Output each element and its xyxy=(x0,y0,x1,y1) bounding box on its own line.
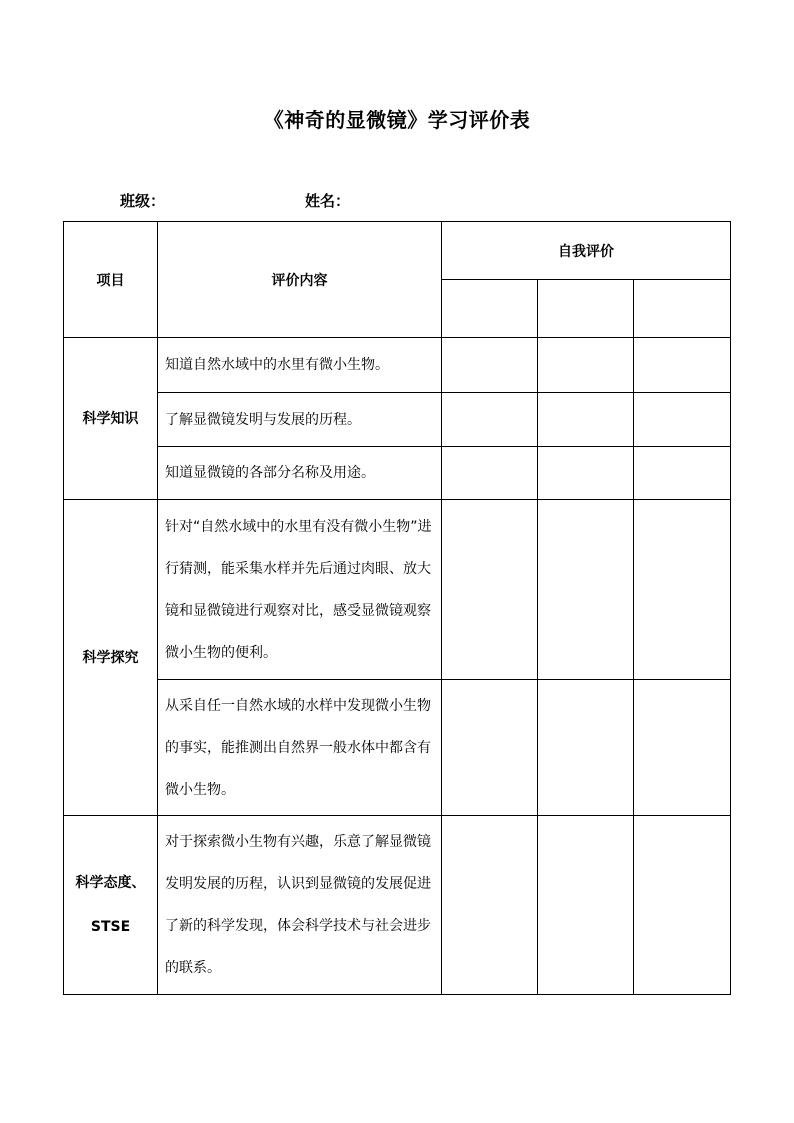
self-eval-cell[interactable] xyxy=(442,280,538,338)
category-knowledge: 科学知识 xyxy=(64,338,158,500)
self-eval-cell[interactable] xyxy=(634,393,731,447)
self-eval-cell[interactable] xyxy=(538,447,634,500)
class-label: 班级： xyxy=(120,192,166,210)
evaluation-content: 了解显微镜发明与发展的历程。 xyxy=(158,393,442,447)
category-attitude-line1: 科学态度、 xyxy=(75,875,146,891)
header-content: 评价内容 xyxy=(158,222,442,338)
evaluation-content: 知道自然水域中的水里有微小生物。 xyxy=(158,338,442,393)
self-eval-cell[interactable] xyxy=(442,447,538,500)
self-eval-cell[interactable] xyxy=(538,338,634,393)
evaluation-content: 从采自任一自然水域的水样中发现微小生物的事实，能推测出自然界一般水体中都含有微小生物。 xyxy=(158,680,442,816)
evaluation-content: 对于探索微小生物有兴趣，乐意了解显微镜发明发展的历程，认识到显微镜的发展促进了新的科学发现，体会科学技术与社会进步的联系。 xyxy=(158,816,442,995)
self-eval-cell[interactable] xyxy=(538,280,634,338)
self-eval-cell[interactable] xyxy=(538,816,634,995)
self-eval-cell[interactable] xyxy=(634,680,731,816)
self-eval-cell[interactable] xyxy=(538,680,634,816)
self-eval-cell[interactable] xyxy=(634,500,731,680)
self-eval-cell[interactable] xyxy=(442,500,538,680)
self-eval-cell[interactable] xyxy=(442,816,538,995)
self-eval-cell[interactable] xyxy=(538,500,634,680)
self-eval-cell[interactable] xyxy=(634,816,731,995)
self-eval-cell[interactable] xyxy=(634,338,731,393)
category-inquiry: 科学探究 xyxy=(64,500,158,816)
self-eval-cell[interactable] xyxy=(634,280,731,338)
evaluation-table xyxy=(63,221,731,995)
self-eval-cell[interactable] xyxy=(442,338,538,393)
evaluation-content: 知道显微镜的各部分名称及用途。 xyxy=(158,447,442,500)
self-eval-cell[interactable] xyxy=(442,393,538,447)
self-eval-cell[interactable] xyxy=(538,393,634,447)
category-attitude-line2: STSE xyxy=(90,919,131,935)
page-title: 《神奇的显微镜》学习评价表 xyxy=(263,108,531,132)
self-eval-cell[interactable] xyxy=(442,680,538,816)
header-item: 项目 xyxy=(64,222,158,338)
self-eval-cell[interactable] xyxy=(634,447,731,500)
header-self-evaluation: 自我评价 xyxy=(442,222,731,280)
evaluation-content: 针对“自然水域中的水里有没有微小生物”进行猜测，能采集水样并先后通过肉眼、放大镜和显微镜进行观察对比，感受显微镜观察微小生物的便利。 xyxy=(158,500,442,680)
category-attitude-stse xyxy=(64,816,158,995)
name-label: 姓名： xyxy=(305,192,351,210)
